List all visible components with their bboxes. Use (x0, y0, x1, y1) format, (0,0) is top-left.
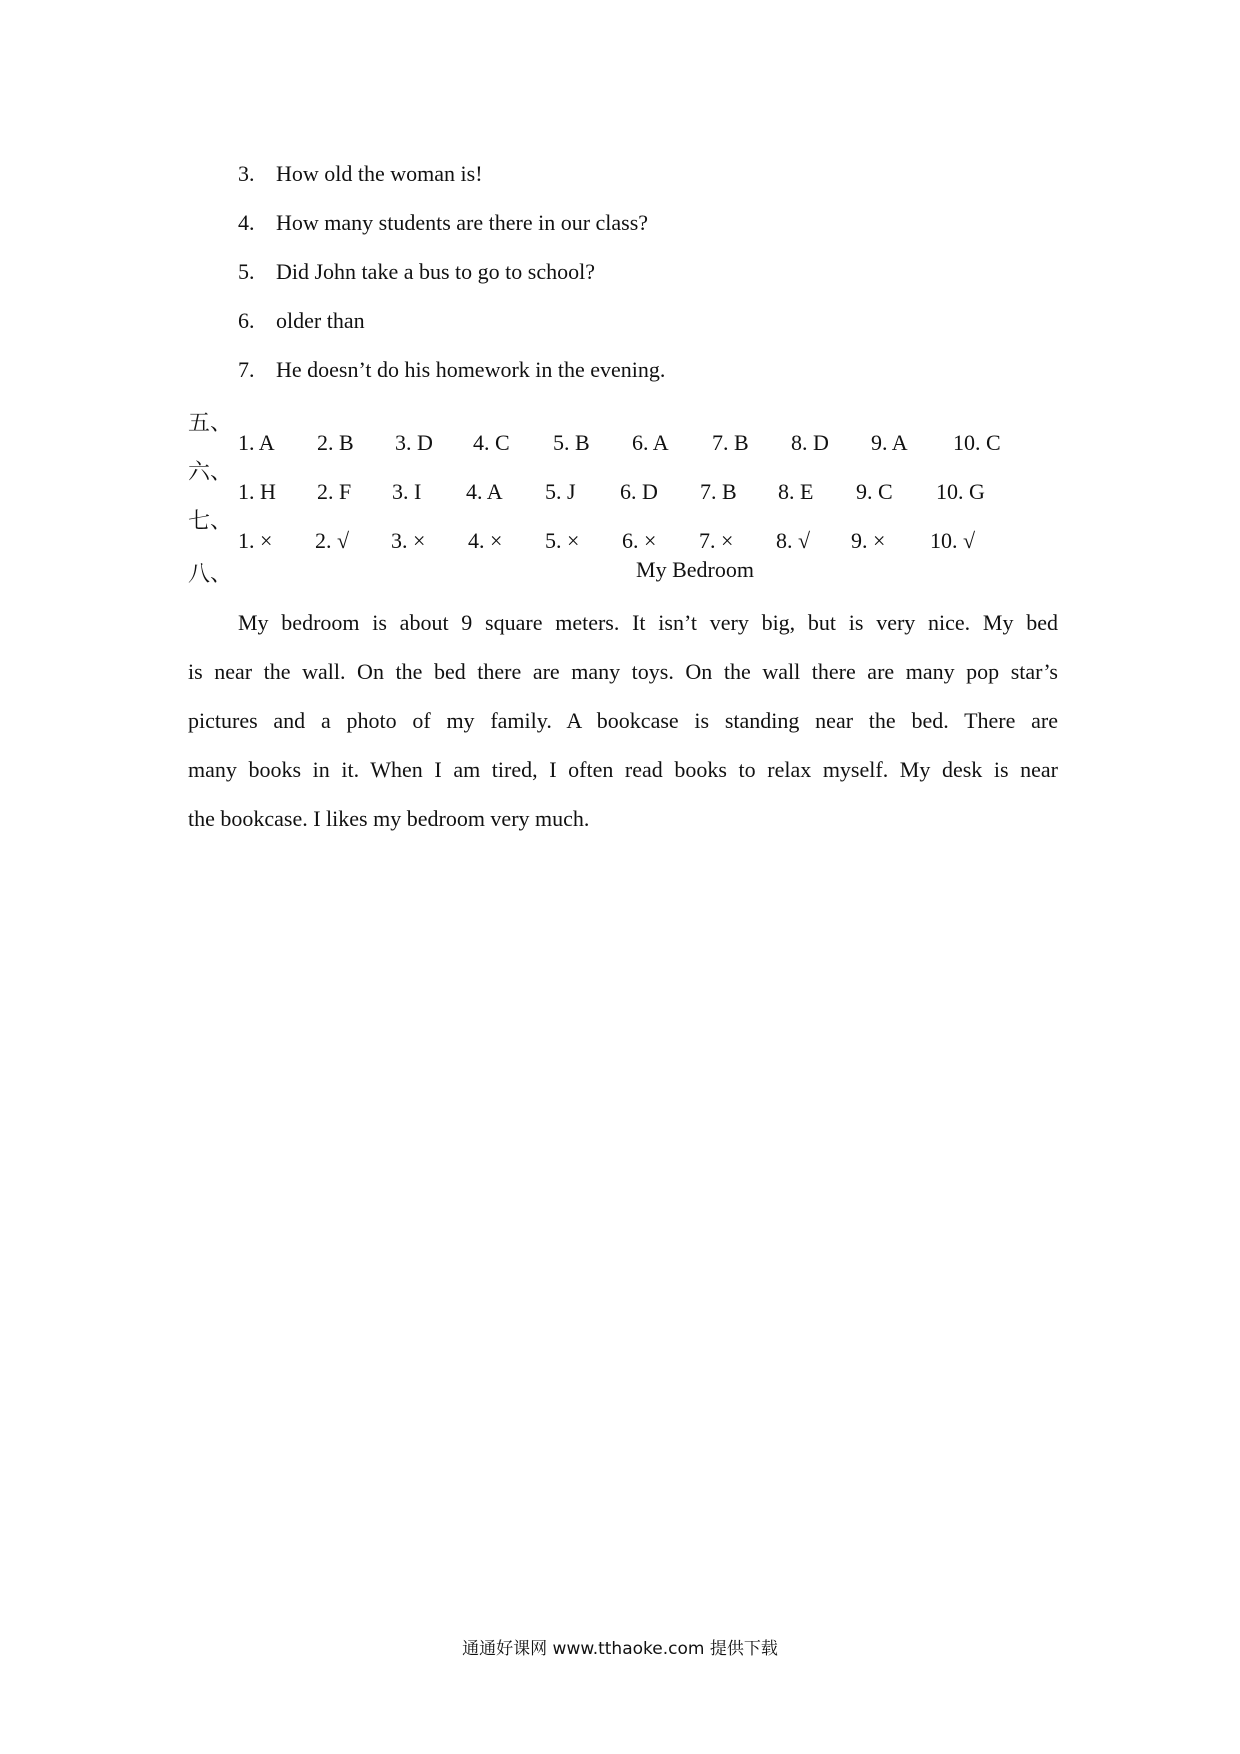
answer-item: 10. G (936, 479, 985, 504)
answer-item: 3. D (395, 430, 433, 455)
section-seven-answers (188, 504, 976, 553)
answer-number: 5. (238, 259, 255, 284)
answer-line-4 (238, 210, 648, 236)
answer-item: 4. C (473, 430, 510, 455)
answer-item: 10. C (953, 430, 1001, 455)
answer-item: 8. E (778, 479, 814, 504)
answer-item: 9. A (871, 430, 908, 455)
answer-item: 6. D (620, 479, 658, 504)
answer-item: 2. √ (315, 528, 350, 553)
essay-line: pictures and a photo of my family. A bookcase is standing near the bed. There are (188, 708, 1058, 733)
answer-item: 7. B (700, 479, 737, 504)
essay-line: My bedroom is about 9 square meters. It isn’t very big, but is very nice. My bed (238, 610, 1058, 635)
answer-text: How many students are there in our class? (276, 210, 649, 235)
essay-line: the bookcase. I likes my bedroom very much. (188, 806, 590, 831)
answer-text: How old the woman is! (276, 161, 483, 186)
answer-line-6 (238, 308, 365, 334)
answer-item: 3. I (392, 479, 422, 504)
answer-item: 6. × (622, 528, 657, 553)
answer-item: 2. B (317, 430, 354, 455)
answer-number: 7. (238, 357, 255, 382)
answer-item: 2. F (317, 479, 352, 504)
answer-text: older than (276, 308, 365, 333)
section-five-answers (188, 406, 1001, 455)
answer-number: 4. (238, 210, 255, 235)
answer-number: 6. (238, 308, 255, 333)
answer-number: 3. (238, 161, 255, 186)
answer-item: 7. × (699, 528, 734, 553)
section-label: 七、 (188, 508, 233, 533)
answer-item: 5. J (545, 479, 576, 504)
answer-item: 9. C (856, 479, 893, 504)
essay-title: My Bedroom (636, 557, 754, 582)
essay-body (188, 598, 1058, 843)
answer-item: 10. √ (930, 528, 976, 553)
essay-line: is near the wall. On the bed there are many toys. On the wall there are many pop star’s (188, 659, 1058, 684)
section-eight-label: 八、 (188, 561, 233, 586)
answer-text: Did John take a bus to go to school? (276, 259, 595, 284)
answer-line-7 (238, 357, 665, 383)
section-label: 六、 (188, 459, 233, 484)
answer-item: 8. D (791, 430, 829, 455)
page-footer: 通通好课网 www.tthaoke.com 提供下载 (462, 1639, 778, 1659)
answer-item: 3. × (391, 528, 426, 553)
answer-item: 9. × (851, 528, 886, 553)
answer-item: 5. B (553, 430, 590, 455)
answer-item: 6. A (632, 430, 669, 455)
essay-line: many books in it. When I am tired, I often read books to relax myself. My desk is near (188, 757, 1058, 782)
answer-text: He doesn’t do his homework in the evening. (276, 357, 666, 382)
answer-item: 1. A (238, 430, 275, 455)
answer-item: 8. √ (776, 528, 811, 553)
answer-item: 1. × (238, 528, 273, 553)
answer-line-3 (238, 161, 483, 187)
answer-item: 5. × (545, 528, 580, 553)
answer-item: 1. H (238, 479, 276, 504)
section-six-answers (188, 455, 985, 504)
answer-item: 7. B (712, 430, 749, 455)
answer-item: 4. A (466, 479, 503, 504)
answer-item: 4. × (468, 528, 503, 553)
answer-line-5 (238, 259, 595, 285)
section-label: 五、 (188, 410, 233, 435)
